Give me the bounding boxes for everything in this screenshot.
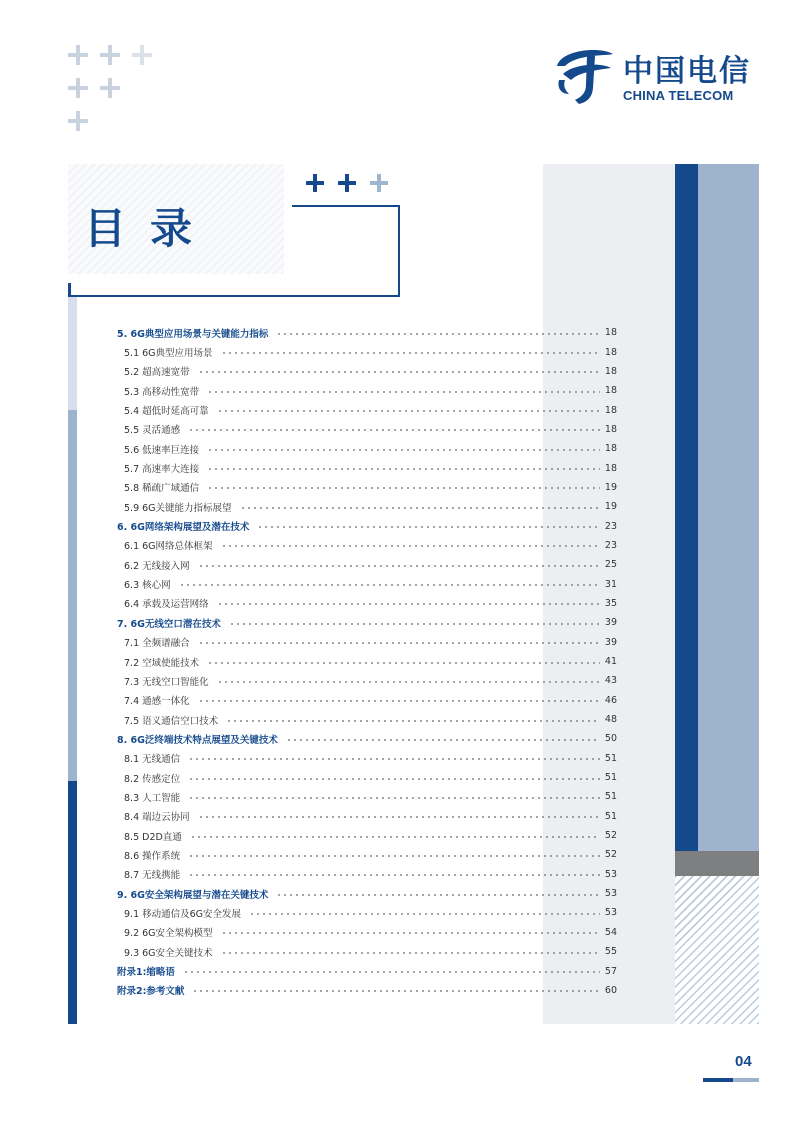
toc-entry-label: 8.7 无线携能	[124, 870, 181, 882]
right-blue-stripe	[675, 164, 698, 851]
toc-dot-leader	[183, 968, 600, 976]
toc-section-entry[interactable]	[117, 749, 617, 768]
toc-dot-leader	[198, 639, 600, 647]
toc-section-entry[interactable]	[117, 478, 617, 497]
toc-dot-leader	[190, 833, 600, 841]
toc-entry-page: 23	[604, 539, 617, 551]
page-number-bar	[733, 1078, 759, 1082]
toc-section-entry[interactable]	[117, 768, 617, 787]
toc-entry-label: 附录2:参考文献	[117, 986, 185, 998]
toc-section-entry[interactable]	[117, 536, 617, 555]
toc-entry-page: 53	[604, 868, 617, 880]
toc-section-entry[interactable]	[117, 555, 617, 574]
toc-entry-page: 41	[604, 656, 617, 668]
title-underline	[68, 295, 400, 297]
toc-dot-leader	[217, 600, 600, 608]
toc-entry-page: 19	[604, 481, 617, 493]
plus-decoration-icon	[100, 78, 120, 98]
china-telecom-logo	[553, 44, 763, 104]
title-corner-tick	[68, 283, 71, 297]
toc-entry-label: 5.2 超高速宽带	[124, 367, 190, 379]
toc-entry-label: 5.8 稀疏广域通信	[124, 483, 200, 495]
toc-section-entry[interactable]	[117, 574, 617, 593]
toc-dot-leader	[207, 388, 600, 396]
toc-entry-page: 52	[604, 830, 617, 842]
toc-dot-leader	[198, 697, 600, 705]
toc-entry-label: 5.5 灵活通感	[124, 425, 181, 437]
toc-dot-leader	[188, 775, 600, 783]
toc-dot-leader	[221, 349, 600, 357]
toc-entry-page: 18	[604, 443, 617, 455]
toc-chapter-entry[interactable]	[117, 613, 617, 632]
toc-chapter-entry[interactable]	[117, 961, 617, 980]
toc-dot-leader	[192, 987, 600, 995]
toc-chapter-entry[interactable]	[117, 516, 617, 535]
toc-entry-page: 39	[604, 636, 617, 648]
toc-dot-leader	[226, 717, 600, 725]
toc-dot-leader	[207, 659, 600, 667]
plus-decoration-icon	[370, 174, 388, 192]
toc-entry-page: 51	[604, 752, 617, 764]
toc-entry-page: 51	[604, 791, 617, 803]
toc-entry-label: 6.3 核心网	[124, 580, 171, 592]
toc-entry-label: 9.2 6G安全架构模型	[124, 928, 213, 940]
toc-entry-page: 19	[604, 501, 617, 513]
toc-entry-page: 23	[604, 520, 617, 532]
toc-dot-leader	[207, 465, 600, 473]
toc-entry-label: 9.1 移动通信及6G安全发展	[124, 908, 242, 920]
toc-section-entry[interactable]	[117, 671, 617, 690]
toc-dot-leader	[188, 755, 600, 763]
toc-dot-leader	[207, 484, 600, 492]
toc-entry-page: 57	[604, 965, 617, 977]
toc-entry-label: 8. 6G泛终端技术特点展望及关键技术	[117, 734, 278, 746]
toc-entry-label: 9. 6G安全架构展望与潜在关键技术	[117, 889, 269, 901]
toc-dot-leader	[188, 871, 600, 879]
toc-dot-leader	[179, 581, 600, 589]
toc-section-entry[interactable]	[117, 826, 617, 845]
toc-entry-label: 7.1 全频谱融合	[124, 638, 190, 650]
title-frame	[292, 205, 400, 297]
toc-entry-page: 43	[604, 675, 617, 687]
toc-entry-label: 8.4 端边云协同	[124, 812, 190, 824]
plus-decoration-icon	[132, 45, 152, 65]
toc-entry-page: 18	[604, 462, 617, 474]
toc-entry-label: 9.3 6G安全关键技术	[124, 947, 213, 959]
toc-entry-label: 5.7 高速率大连接	[124, 464, 200, 476]
toc-section-entry[interactable]	[117, 458, 617, 477]
toc-section-entry[interactable]	[117, 362, 617, 381]
toc-entry-page: 18	[604, 404, 617, 416]
toc-section-entry[interactable]	[117, 381, 617, 400]
right-dark-gray-band	[675, 851, 759, 876]
toc-dot-leader	[217, 407, 600, 415]
plus-decoration-icon	[100, 45, 120, 65]
toc-section-entry[interactable]	[117, 652, 617, 671]
page-title: 目录	[84, 204, 217, 253]
toc-entry-label: 6.1 6G网络总体框架	[124, 541, 213, 553]
toc-dot-leader	[188, 794, 600, 802]
toc-section-entry[interactable]	[117, 633, 617, 652]
toc-entry-page: 18	[604, 365, 617, 377]
toc-dot-leader	[276, 891, 600, 899]
toc-section-entry[interactable]	[117, 691, 617, 710]
toc-entry-label: 5.6 低速率巨连接	[124, 444, 200, 456]
right-hatch-pattern	[675, 876, 759, 1024]
table-of-contents	[117, 323, 617, 1000]
toc-entry-label: 6.2 无线接入网	[124, 560, 190, 572]
toc-dot-leader	[240, 504, 600, 512]
toc-dot-leader	[198, 368, 600, 376]
page-number-bar	[703, 1078, 733, 1082]
toc-entry-label: 6. 6G网络架构展望及潜在技术	[117, 522, 250, 534]
toc-entry-label: 8.2 传感定位	[124, 773, 181, 785]
toc-entry-page: 55	[604, 946, 617, 958]
toc-entry-page: 46	[604, 694, 617, 706]
left-accent-bar	[68, 410, 77, 781]
toc-entry-page: 48	[604, 714, 617, 726]
page-number: 04	[735, 1053, 752, 1070]
toc-entry-label: 5.1 6G典型应用场景	[124, 348, 213, 360]
toc-section-entry[interactable]	[117, 420, 617, 439]
toc-entry-label: 8.3 人工智能	[124, 792, 181, 804]
toc-entry-label: 5. 6G典型应用场景与关键能力指标	[117, 328, 269, 340]
toc-entry-page: 51	[604, 772, 617, 784]
toc-section-entry[interactable]	[117, 594, 617, 613]
logo-english-name: CHINA TELECOM	[623, 88, 734, 103]
plus-decoration-icon	[68, 45, 88, 65]
toc-dot-leader	[221, 542, 600, 550]
toc-dot-leader	[286, 736, 600, 744]
toc-entry-label: 5.3 高移动性宽带	[124, 386, 200, 398]
toc-section-entry[interactable]	[117, 342, 617, 361]
toc-section-entry[interactable]	[117, 942, 617, 961]
toc-entry-label: 7.4 通感一体化	[124, 696, 190, 708]
toc-entry-page: 18	[604, 423, 617, 435]
toc-entry-label: 附录1:缩略语	[117, 967, 175, 979]
toc-dot-leader	[249, 910, 600, 918]
left-accent-bar	[68, 781, 77, 1024]
toc-section-entry[interactable]	[117, 845, 617, 864]
toc-dot-leader	[221, 929, 600, 937]
toc-entry-label: 7.3 无线空口智能化	[124, 676, 209, 688]
toc-entry-page: 53	[604, 907, 617, 919]
toc-section-entry[interactable]	[117, 923, 617, 942]
china-telecom-emblem-icon	[553, 44, 617, 106]
toc-entry-page: 18	[604, 385, 617, 397]
toc-entry-label: 8.6 操作系统	[124, 850, 181, 862]
toc-section-entry[interactable]	[117, 865, 617, 884]
toc-dot-leader	[217, 678, 600, 686]
toc-entry-page: 39	[604, 617, 617, 629]
toc-dot-leader	[276, 330, 600, 338]
toc-entry-label: 5.9 6G关键能力指标展望	[124, 502, 232, 514]
toc-section-entry[interactable]	[117, 497, 617, 516]
toc-section-entry[interactable]	[117, 807, 617, 826]
toc-chapter-entry[interactable]	[117, 729, 617, 748]
toc-dot-leader	[198, 562, 600, 570]
toc-section-entry[interactable]	[117, 710, 617, 729]
toc-entry-page: 51	[604, 810, 617, 822]
toc-section-entry[interactable]	[117, 903, 617, 922]
toc-entry-page: 50	[604, 733, 617, 745]
toc-entry-label: 7.2 空域使能技术	[124, 657, 200, 669]
toc-entry-page: 18	[604, 327, 617, 339]
right-light-blue-stripe	[698, 164, 759, 851]
toc-chapter-entry[interactable]	[117, 884, 617, 903]
toc-entry-page: 31	[604, 578, 617, 590]
toc-entry-label: 7.5 语义通信空口技术	[124, 715, 219, 727]
toc-entry-page: 60	[604, 984, 617, 996]
toc-section-entry[interactable]	[117, 787, 617, 806]
plus-decoration-icon	[68, 111, 88, 131]
toc-dot-leader	[221, 949, 600, 957]
toc-entry-page: 53	[604, 888, 617, 900]
toc-dot-leader	[198, 813, 600, 821]
plus-decoration-icon	[68, 78, 88, 98]
toc-dot-leader	[188, 852, 600, 860]
toc-chapter-entry[interactable]	[117, 323, 617, 342]
plus-decoration-icon	[306, 174, 324, 192]
toc-entry-label: 5.4 超低时延高可靠	[124, 406, 209, 418]
toc-dot-leader	[229, 620, 600, 628]
toc-entry-page: 35	[604, 597, 617, 609]
toc-entry-page: 18	[604, 346, 617, 358]
toc-entry-label: 8.1 无线通信	[124, 754, 181, 766]
logo-chinese-name: 中国电信	[623, 54, 751, 89]
toc-entry-page: 54	[604, 926, 617, 938]
toc-dot-leader	[188, 426, 600, 434]
toc-entry-page: 25	[604, 559, 617, 571]
toc-entry-label: 6.4 承载及运营网络	[124, 599, 209, 611]
toc-dot-leader	[257, 523, 600, 531]
toc-chapter-entry[interactable]	[117, 981, 617, 1000]
toc-section-entry[interactable]	[117, 439, 617, 458]
toc-dot-leader	[207, 446, 600, 454]
toc-entry-label: 7. 6G无线空口潜在技术	[117, 618, 221, 630]
left-accent-bar	[68, 297, 77, 410]
toc-entry-label: 8.5 D2D直通	[124, 831, 182, 843]
plus-decoration-icon	[338, 174, 356, 192]
toc-section-entry[interactable]	[117, 400, 617, 419]
toc-entry-page: 52	[604, 849, 617, 861]
